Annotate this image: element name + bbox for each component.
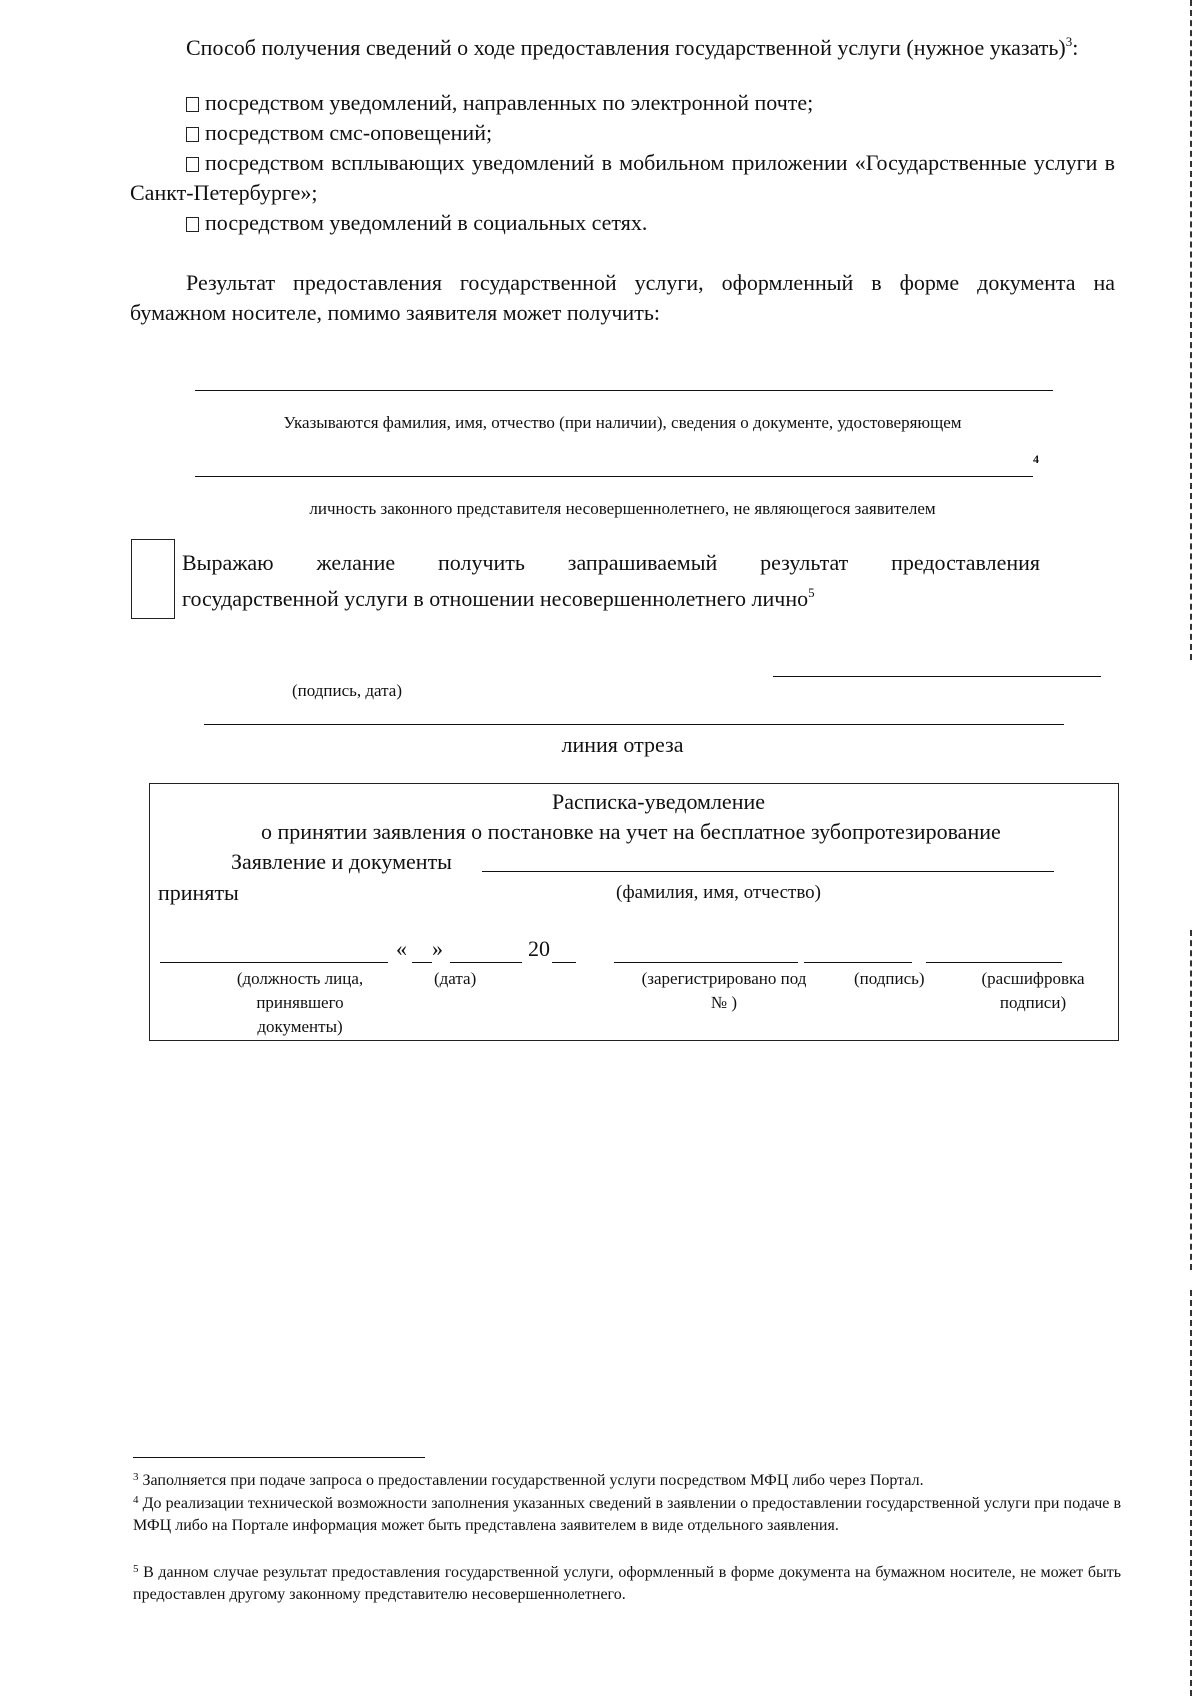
footnote-4-text: До реализации технической возможности заполнения указанных сведений в заявлении о предоставлении государственной услуги при подаче в МФЦ либо на Портале информация может быть представлена заявителем в виде отдельного заявления. (133, 1495, 1122, 1534)
receipt-registered-line[interactable] (614, 962, 798, 963)
receipt-caption-decoding: (расшифровка подписи) (981, 969, 1085, 1012)
scan-edge-top (1190, 0, 1192, 660)
scan-edge-middle (1190, 930, 1192, 1270)
footnote-ref-5: 5 (808, 585, 815, 600)
checkbox-mobile-app[interactable] (186, 157, 199, 172)
receipt-fio-caption: (фамилия, имя, отчество) (616, 882, 822, 903)
checkbox-email[interactable] (186, 97, 199, 112)
option-mobile-app[interactable] (130, 148, 1115, 208)
cut-line (204, 724, 1064, 725)
cut-line-label: линия отреза (561, 732, 684, 757)
footnote-3-num: 3 (133, 1471, 139, 1483)
footnote-4 (133, 1489, 1121, 1537)
footnote-5-text: В данном случае результат предоставления государственной услуги, оформленный в форме документа на бумажном носителе, не может быть предоставлен другому законному представителю несовершеннолетнего. (133, 1564, 1122, 1603)
checkbox-sms[interactable] (186, 127, 199, 142)
info-method-intro-text: Способ получения сведений о ходе предоставления государственной услуги (нужное указать) (186, 35, 1066, 60)
receipt-subtitle: о принятии заявления о постановке на учет на бесплатное зубопротезирование (261, 819, 1001, 844)
receipt-year-line[interactable] (552, 962, 576, 963)
option-social-label: посредством уведомлений в социальных сетях. (205, 210, 648, 235)
receipt-caption-signature: (подпись) (854, 969, 925, 988)
receipt-title: Расписка-уведомление (552, 789, 766, 814)
receipt-quote-close: » (432, 936, 443, 961)
info-method-intro-colon: : (1072, 35, 1079, 60)
checkbox-social[interactable] (186, 217, 199, 232)
option-email[interactable] (186, 88, 813, 118)
option-email-label: посредством уведомлений, направленных по электронной почте; (205, 90, 814, 115)
representative-line-2[interactable] (195, 476, 1033, 477)
receipt-caption-date: (дата) (434, 969, 477, 988)
receipt-quote-open: « (396, 936, 407, 961)
representative-line-1[interactable] (195, 390, 1053, 391)
signature-line[interactable] (773, 676, 1101, 677)
receipt-position-line[interactable] (160, 962, 388, 963)
receipt-caption-registered: (зарегистрировано под № ) (641, 969, 807, 1012)
option-sms[interactable] (186, 118, 492, 148)
receipt-docs-label: Заявление и документы (231, 849, 452, 874)
footnote-5-num: 5 (133, 1563, 139, 1575)
receipt-signature-line[interactable] (804, 962, 912, 963)
receipt-month-line[interactable] (450, 962, 522, 963)
personal-pickup-line-2 (182, 578, 1040, 614)
representative-caption-1: Указываются фамилия, имя, отчество (при наличии), сведения о документе, удостоверяющем (283, 413, 962, 432)
receipt-year-prefix: 20 (528, 936, 550, 961)
footnote-3-text: Заполняется при подаче запроса о предоставлении государственной услуги посредством МФЦ либо через Портал. (142, 1472, 924, 1489)
footnote-5 (133, 1558, 1121, 1606)
receipt-accepted-label: приняты (158, 880, 239, 905)
personal-pickup-checkbox[interactable] (131, 539, 175, 619)
footnote-ref-4: 4 (1033, 452, 1039, 466)
signature-caption: (подпись, дата) (292, 681, 403, 700)
receipt-caption-position: (должность лица, принявшего документы) (236, 969, 364, 1036)
footnote-separator (133, 1457, 425, 1458)
receipt-box (149, 783, 1119, 1041)
scan-edge-bottom (1190, 1290, 1192, 1696)
option-sms-label: посредством смс-оповещений; (205, 120, 493, 145)
footnote-ref-3: 3 (1065, 34, 1073, 49)
receipt-decoding-line[interactable] (926, 962, 1062, 963)
representative-caption-2: личность законного представителя несовершеннолетнего, не являющегося заявителем (309, 499, 936, 518)
info-method-intro (130, 27, 1115, 63)
option-mobile-app-label: посредством всплывающих уведомлений в мобильном приложении «Государственные услуги в Санкт-Петербурге»; (130, 150, 1115, 205)
personal-pickup-line-1: Выражаю желание получить запрашиваемый результат предоставления (182, 550, 1040, 575)
footnote-4-num: 4 (133, 1494, 139, 1506)
receipt-fio-line[interactable] (482, 871, 1054, 872)
option-social[interactable] (186, 208, 647, 238)
receipt-day-line[interactable] (412, 962, 432, 963)
paper-result-text: Результат предоставления государственной услуги, оформленный в форме документа на бумажном носителе, помимо заявителя может получить: (130, 270, 1115, 325)
personal-pickup-line-2-text: государственной услуги в отношении несовершеннолетнего лично (182, 586, 809, 611)
